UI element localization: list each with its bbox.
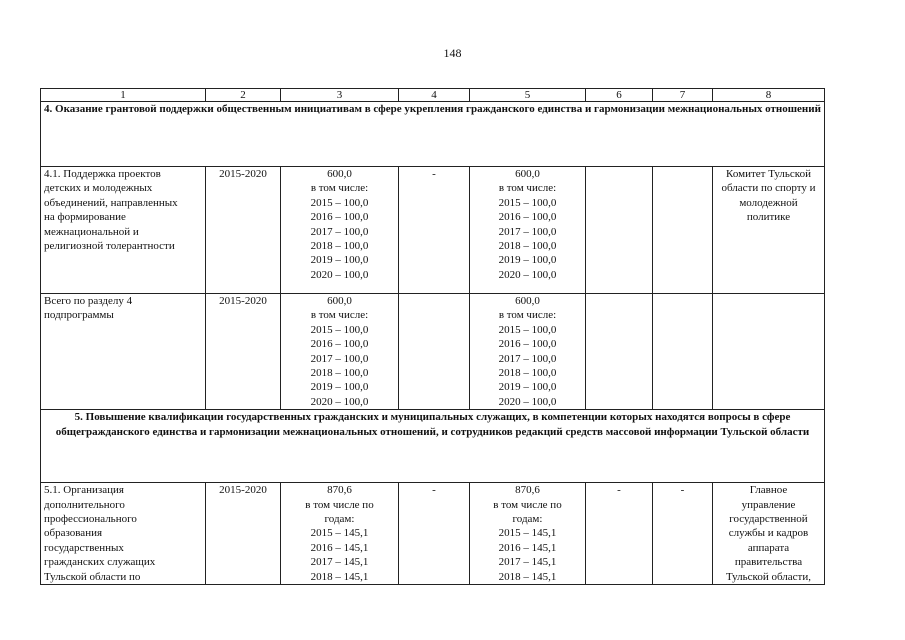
col4-cell — [399, 294, 470, 410]
activity-name-line: гражданских служащих — [44, 556, 156, 569]
funding-line: 2017 – 145,1 — [498, 556, 557, 569]
executor-line: государственной — [729, 513, 808, 526]
funding-line: в том числе: — [310, 309, 369, 322]
activity-name-line: 5.1. Организация — [44, 484, 124, 497]
col6-cell — [586, 294, 653, 410]
activity-name-line: межнациональной и — [44, 225, 139, 238]
activity-name-line: образования — [44, 527, 103, 540]
funding-line: 2016 – 145,1 — [498, 541, 557, 554]
funding-line: в том числе: — [310, 182, 369, 195]
funding-line: 2015 – 100,0 — [498, 196, 557, 209]
funding-line: 2015 – 145,1 — [310, 527, 369, 540]
activity-name-line: объединений, направленных — [44, 196, 178, 209]
activity-name-line: дополнительного — [44, 498, 125, 511]
executor-line: политике — [746, 211, 791, 224]
total-funding-cell — [281, 483, 399, 585]
column-number: 6 — [586, 89, 653, 102]
funding-line: 2016 – 145,1 — [310, 541, 369, 554]
column-number: 1 — [41, 89, 206, 102]
col6-cell: - — [586, 483, 653, 585]
executor-cell — [713, 294, 825, 410]
col7-cell — [653, 294, 713, 410]
column-number: 7 — [653, 89, 713, 102]
funding-line: 2016 – 100,0 — [498, 338, 557, 351]
total-funding-cell — [281, 167, 399, 294]
funding-line: 600,0 — [515, 168, 540, 180]
funding-line: годам: — [324, 513, 355, 526]
funding-line: 2017 – 100,0 — [498, 225, 557, 238]
total-name-line: Всего по разделу 4 — [44, 295, 133, 307]
col4-cell: - — [399, 167, 470, 294]
regional-funding-cell — [470, 483, 586, 585]
total-name-line: подпрограммы — [44, 309, 114, 322]
activity-name-line: государственных — [44, 541, 124, 554]
funding-line: 2019 – 100,0 — [310, 254, 369, 267]
table-row — [41, 483, 825, 585]
column-number: 5 — [470, 89, 586, 102]
funding-line: 2018 – 100,0 — [310, 240, 369, 253]
page-number: 148 — [443, 46, 462, 60]
activity-name-line: профессионального — [44, 513, 137, 526]
funding-line: 2015 – 145,1 — [498, 527, 557, 540]
funding-line: 600,0 — [327, 168, 352, 180]
column-number: 2 — [206, 89, 281, 102]
executor-cell — [713, 167, 825, 294]
funding-line: 2018 – 100,0 — [310, 367, 369, 380]
total-funding-cell — [281, 294, 399, 410]
activity-name-line: 4.1. Поддержка проектов — [44, 168, 161, 180]
activity-name-line: детских и молодежных — [44, 182, 153, 195]
funding-line: 600,0 — [515, 295, 540, 307]
funding-line: 2017 – 100,0 — [310, 352, 369, 365]
funding-line: 2018 – 145,1 — [310, 570, 369, 583]
funding-line: 870,6 — [327, 484, 352, 497]
section-row — [41, 102, 825, 167]
col7-cell: - — [653, 483, 713, 585]
funding-line: 2019 – 100,0 — [498, 381, 557, 394]
executor-line: Комитет Тульской — [726, 168, 811, 180]
funding-line: в том числе: — [498, 182, 557, 195]
funding-line: 2015 – 100,0 — [498, 323, 557, 336]
funding-line: 2020 – 100,0 — [498, 268, 557, 281]
funding-line: в том числе по — [493, 498, 562, 511]
col4-cell: - — [399, 483, 470, 585]
activity-name-line: Тульской области по — [44, 570, 141, 583]
column-number: 4 — [399, 89, 470, 102]
executor-line: Тульской области, — [725, 570, 812, 583]
funding-line: 2015 – 100,0 — [310, 196, 369, 209]
activity-name-cell — [41, 167, 206, 294]
activity-name-line: на формирование — [44, 211, 126, 224]
regional-funding-cell — [470, 294, 586, 410]
section-4-title: 4. Оказание грантовой поддержки общественным инициативам в сфере укрепления гражданского единства и гармонизации межнациональных отношений — [41, 102, 825, 167]
column-number-row — [41, 89, 825, 102]
period-cell: 2015-2020 — [206, 294, 281, 410]
executor-line: службы и кадров — [728, 527, 809, 540]
col6-cell — [586, 167, 653, 294]
period-cell: 2015-2020 — [206, 483, 281, 585]
funding-line: 2019 – 100,0 — [498, 254, 557, 267]
column-number: 3 — [281, 89, 399, 102]
section-row — [41, 410, 825, 483]
funding-line: в том числе: — [498, 309, 557, 322]
funding-line: 2017 – 100,0 — [310, 225, 369, 238]
funding-line: годам: — [512, 513, 543, 526]
executor-line: области по спорту и — [721, 182, 816, 195]
funding-line: 2017 – 145,1 — [310, 556, 369, 569]
regional-funding-cell — [470, 167, 586, 294]
funding-line: 2016 – 100,0 — [310, 211, 369, 224]
funding-line: 2020 – 100,0 — [498, 395, 557, 408]
funding-line: 600,0 — [327, 295, 352, 307]
executor-line: управление — [741, 498, 796, 511]
funding-line: 2018 – 145,1 — [498, 570, 557, 583]
funding-line: 2018 – 100,0 — [498, 367, 557, 380]
executor-line: Главное — [749, 484, 788, 497]
funding-line: 2015 – 100,0 — [310, 323, 369, 336]
funding-line: 2020 – 100,0 — [310, 268, 369, 281]
activity-name-cell — [41, 483, 206, 585]
col7-cell — [653, 167, 713, 294]
funding-line: 870,6 — [515, 484, 540, 497]
section-5-title: 5. Повышение квалификации государственных гражданских и муниципальных служащих, в компетенции которых находятся вопросы в сфере общегражданского единства и гармонизации межнациональных отношений, и сотрудников редакций средств массовой информации Тульской области — [41, 410, 825, 483]
total-row — [41, 294, 825, 410]
activity-name-line: религиозной толерантности — [44, 240, 175, 253]
funding-line: 2020 – 100,0 — [310, 395, 369, 408]
funding-line: 2016 – 100,0 — [310, 338, 369, 351]
table-row — [41, 167, 825, 294]
column-number: 8 — [713, 89, 825, 102]
executor-line: молодежной — [739, 196, 798, 209]
funding-line: в том числе по — [305, 498, 374, 511]
total-name-cell — [41, 294, 206, 410]
executor-cell — [713, 483, 825, 585]
funding-line: 2016 – 100,0 — [498, 211, 557, 224]
executor-line: правительства — [734, 556, 803, 569]
funding-line: 2018 – 100,0 — [498, 240, 557, 253]
funding-line: 2017 – 100,0 — [498, 352, 557, 365]
executor-line: аппарата — [747, 541, 790, 554]
funding-line: 2019 – 100,0 — [310, 381, 369, 394]
period-cell: 2015-2020 — [206, 167, 281, 294]
program-table — [40, 88, 825, 585]
